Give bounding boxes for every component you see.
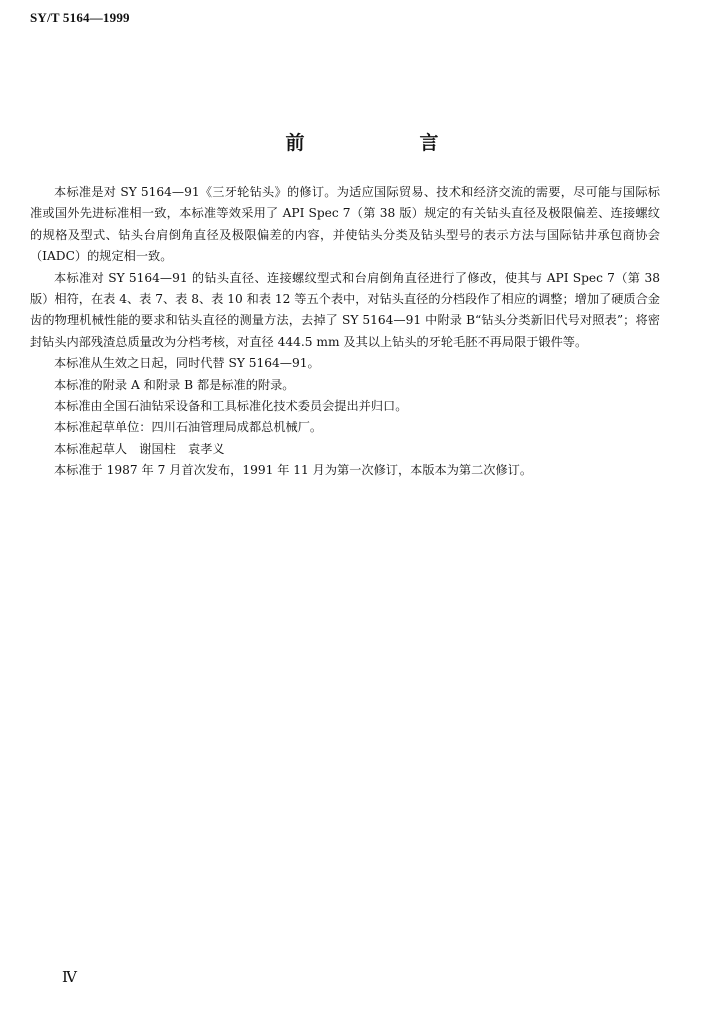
standard-code: SY/T 5164—1999 <box>30 10 130 25</box>
paragraph-modifications: 本标准对 SY 5164—91 的钻头直径、连接螺纹型式和台肩倒角直径进行了修改，使其与 API Spec 7（第 38 版）相符，在表 4、表 7、表 8、表 10 和表 12 等五个表中，对钻头直径的分档段作了相应的调整；增加了硬质合金齿的物理机械性能的要求和钻头直径的测量方法，去掉了 SY 5164—91 中附录 B“钻头分类新旧代号对照表”；将密封钻头内部残渣总质量改为分档考核，对直径 444.5 mm 及其以上钻头的牙轮毛胚不再局限于锻件等。 <box>30 270 660 349</box>
foreword-body <box>30 182 660 482</box>
page-title: 前 言 <box>285 132 487 154</box>
paragraph-drafting-unit: 本标准起草单位：四川石油管理局成都总机械厂。 <box>54 420 323 435</box>
paragraph-history: 本标准于 1987 年 7 月首次发布，1991 年 11 月为第一次修订，本版本为第二次修订。 <box>54 463 533 478</box>
paragraph-proposer: 本标准由全国石油钻采设备和工具标准化技术委员会提出并归口。 <box>54 399 408 414</box>
paragraph-appendices: 本标准的附录 A 和附录 B 都是标准的附录。 <box>54 377 295 392</box>
paragraph-revision-basis: 本标准是对 SY 5164—91《三牙轮钻头》的修订。为适应国际贸易、技术和经济交流的需要，尽可能与国际标准或国外先进标准相一致，本标准等效采用了 API Spec 7（第 38 版）规定的有关钻头直径及极限偏差、连接螺纹的规格及型式、钻头台肩倒角直径及极限偏差的内容，并使钻头分类及钻头型号的表示方法与国际钻井承包商协会（IADC）的规定相一致。 <box>30 185 660 264</box>
page-number: Ⅳ <box>62 970 77 986</box>
paragraph-replacement: 本标准从生效之日起，同时代替 SY 5164—91。 <box>54 356 320 371</box>
paragraph-drafters: 本标准起草人 谢国柱 袁孝义 <box>54 441 225 456</box>
